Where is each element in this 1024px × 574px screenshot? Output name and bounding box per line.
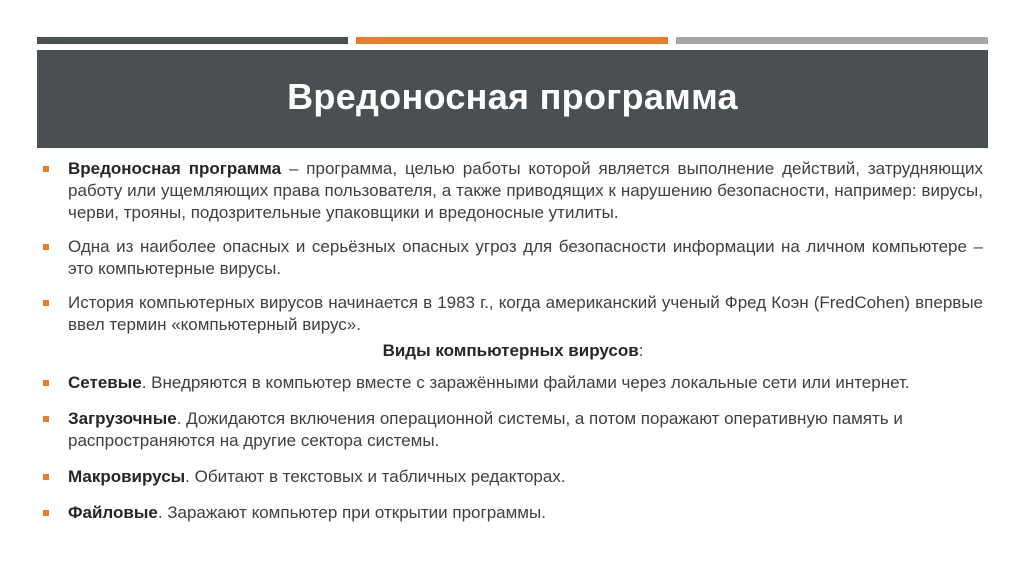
bullet-threat xyxy=(43,236,983,280)
definition-term: Вредоносная программа xyxy=(68,159,282,178)
bullet-definition xyxy=(43,158,983,224)
virus-types-heading xyxy=(43,340,983,362)
decor-bar-dark xyxy=(37,37,348,44)
bullet-marker xyxy=(43,416,49,422)
virus-type-boot xyxy=(43,408,983,452)
title-banner xyxy=(37,50,988,148)
virus-type-name: Сетевые xyxy=(68,373,142,392)
bullet-marker xyxy=(43,166,49,172)
virus-type-text: . Заражают компьютер при открытии программы. xyxy=(157,503,546,522)
decor-bar-orange xyxy=(356,37,668,44)
virus-type-text: . Обитают в текстовых и табличных редакторах. xyxy=(185,467,566,486)
bullet-history xyxy=(43,292,983,336)
slide-title: Вредоносная программа xyxy=(287,76,738,117)
virus-type-name: Файловые xyxy=(68,503,158,522)
threat-text: Одна из наиболее опасных и серьёзных опасных угроз для безопасности информации на личном компьютере – это компьютерные вирусы. xyxy=(68,237,983,278)
virus-type-name: Загрузочные xyxy=(68,409,177,428)
virus-type-file xyxy=(43,502,983,524)
bullet-marker xyxy=(43,244,49,250)
bullet-marker xyxy=(43,474,49,480)
virus-type-macro xyxy=(43,466,983,488)
virus-type-text: . Внедряются в компьютер вместе с заражёнными файлами через локальные сети или интернет. xyxy=(141,373,910,392)
virus-type-network xyxy=(43,372,983,394)
virus-types-heading-bold: Виды компьютерных вирусов xyxy=(382,341,639,360)
bullet-marker xyxy=(43,510,49,516)
decor-bar-gray xyxy=(676,37,988,44)
bullet-marker xyxy=(43,380,49,386)
bullet-marker xyxy=(43,300,49,306)
virus-types-heading-suffix: : xyxy=(638,341,644,360)
definition-text: – программа, целью работы которой является выполнение действий, затрудняющих работу или ущемляющих права пользователя, а также приводящих к нарушению безопасности, например: вирусы, черви, трояны, подозрительные упаковщики и вредоносные утилиты. xyxy=(68,159,983,222)
virus-type-text: . Дожидаются включения операционной системы, а потом поражают оперативную память и распространяются на другие сектора системы. xyxy=(68,409,903,450)
virus-type-name: Макровирусы xyxy=(68,467,186,486)
history-text: История компьютерных вирусов начинается в 1983 г., когда американский ученый Фред Коэн (FredCohen) впервые ввел термин «компьютерный вирус». xyxy=(68,293,983,334)
slide-content xyxy=(43,158,983,524)
